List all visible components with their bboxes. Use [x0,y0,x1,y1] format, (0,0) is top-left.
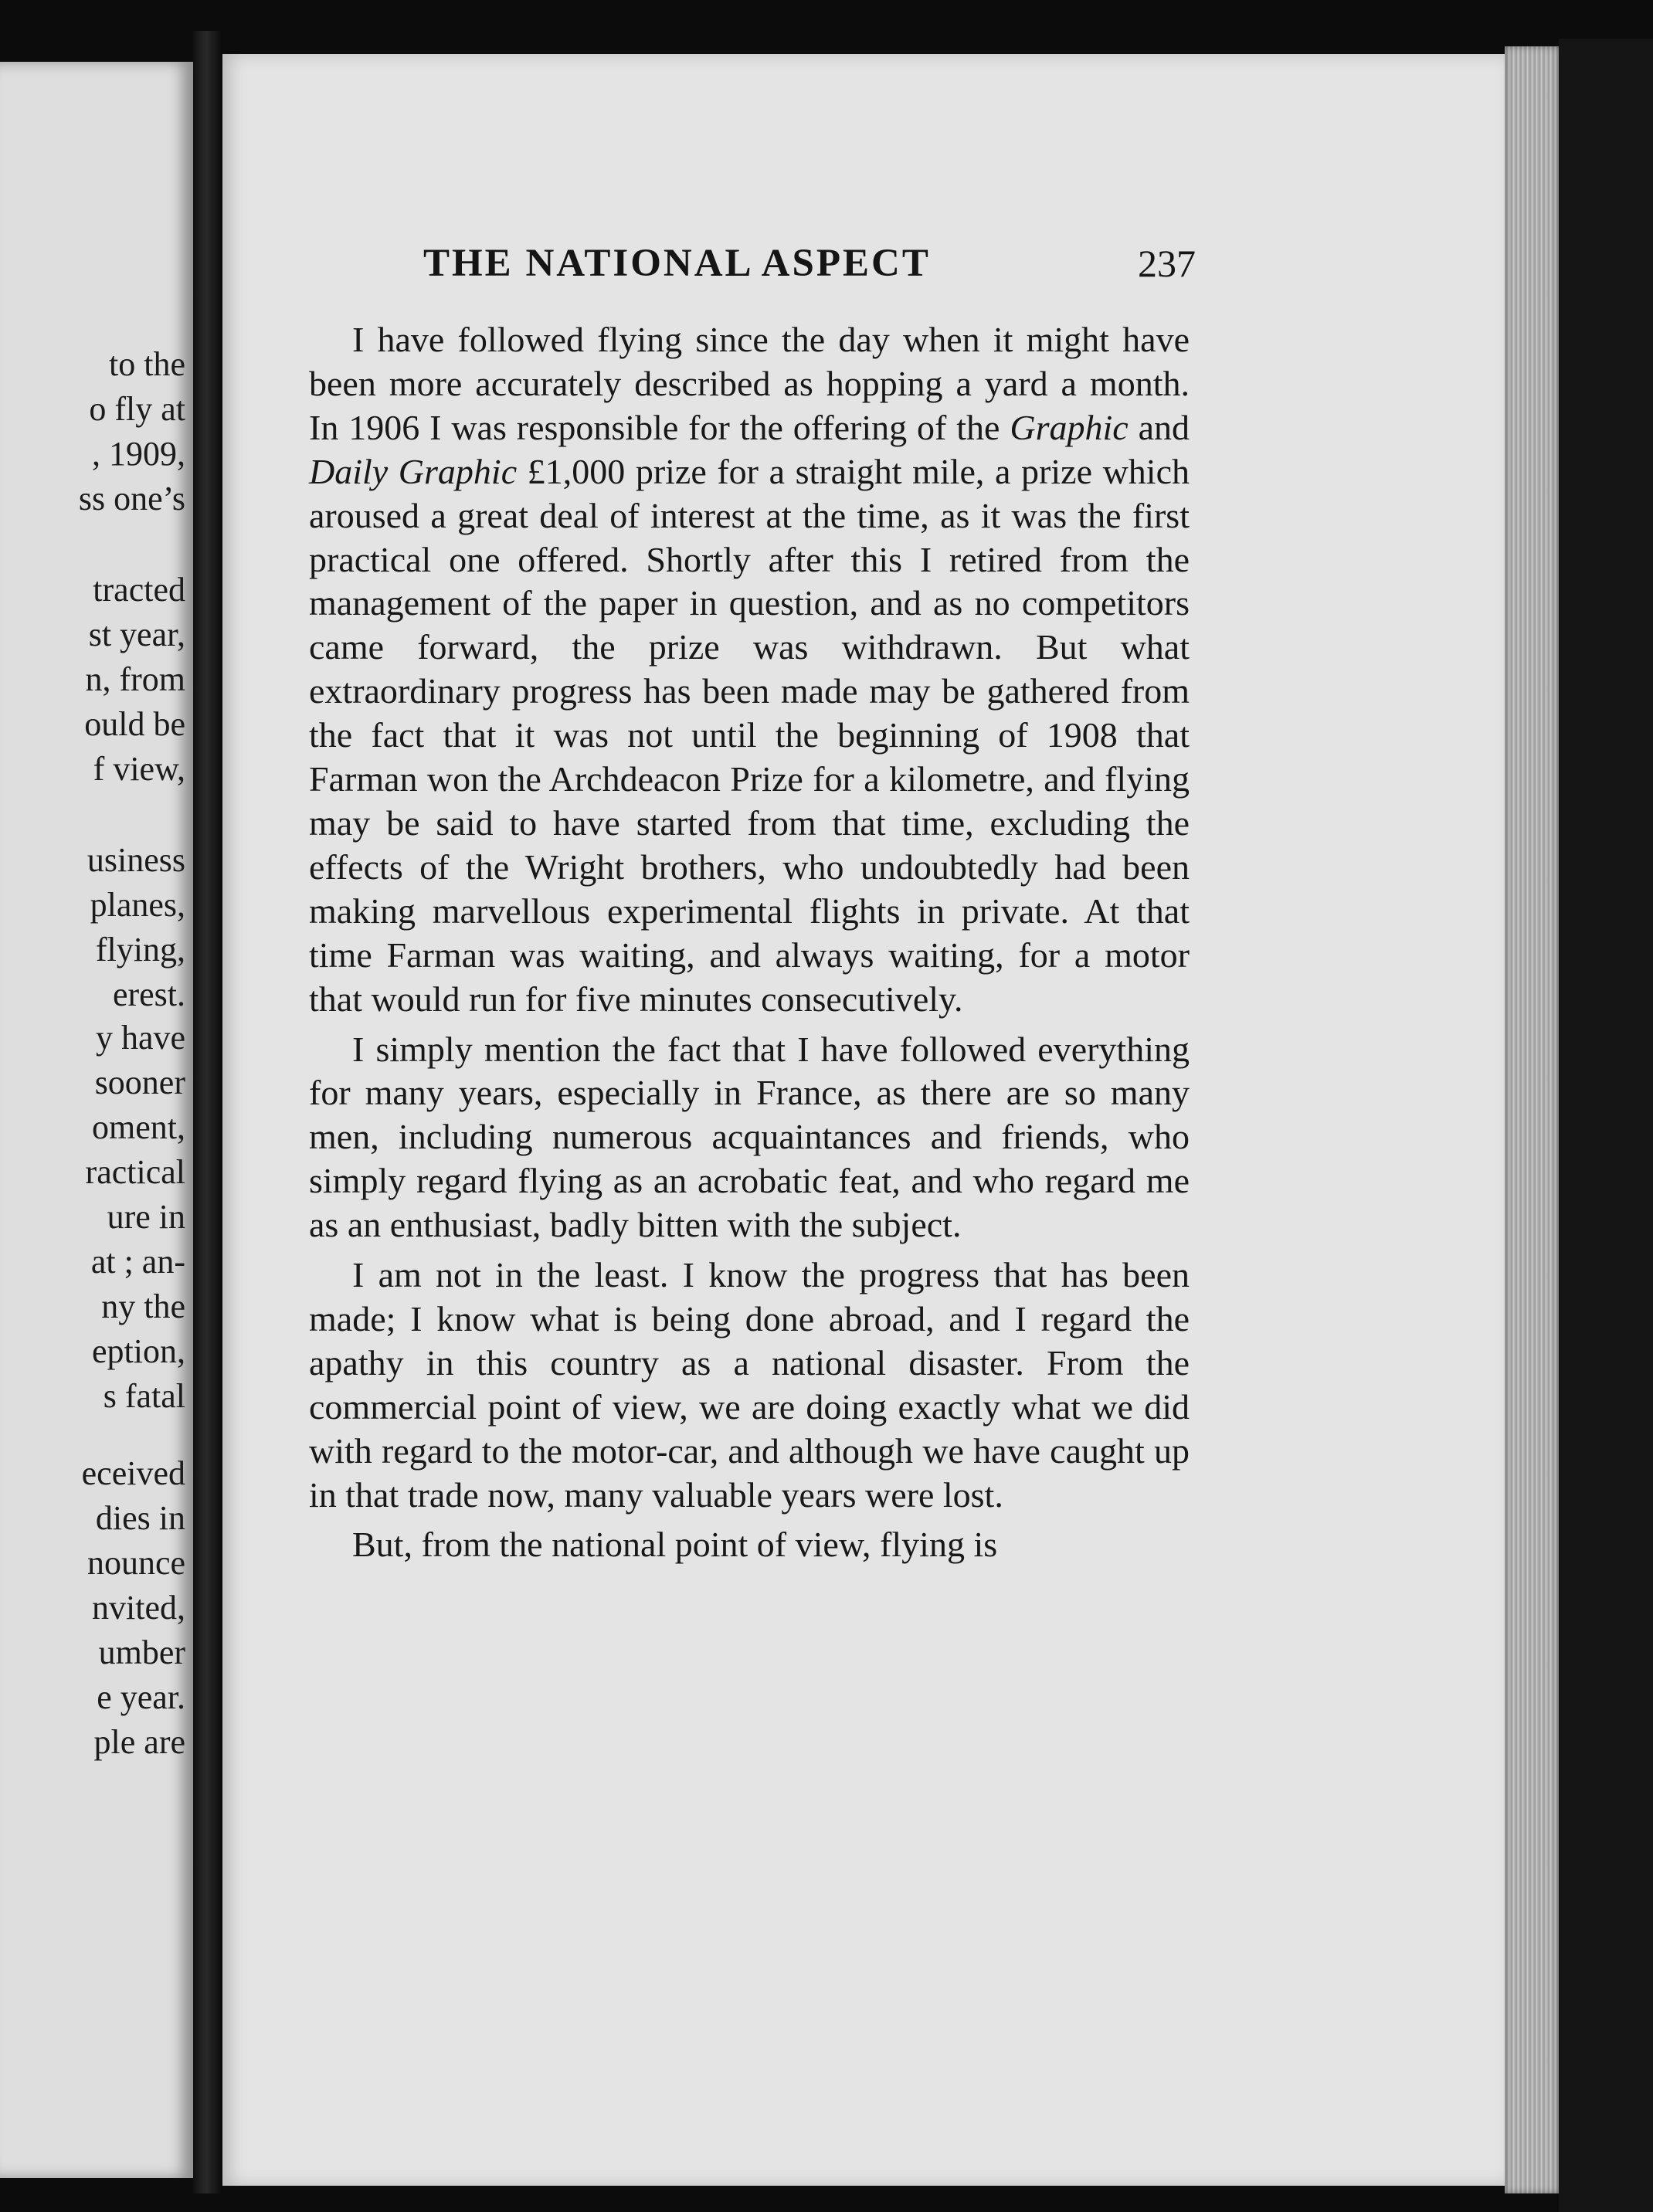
running-head: THE NATIONAL ASPECT [423,242,931,285]
left-page-line: o fly at [89,390,185,428]
paragraph-2: I simply mention the fact that I have followed everything for many years, especially in France, as there are so many men, including numerous acquaintances and friends, who simply regard flying as an acrobatic feat, and who regard me as an enthusiast, badly bitten with the subject. [309,1029,1190,1245]
left-page-line: eceived [81,1454,185,1492]
left-page-line: , 1909, [92,435,185,473]
left-page-line: oment, [92,1108,185,1146]
left-page-line: ractical [85,1153,185,1191]
left-page-line: umber [98,1634,185,1671]
left-page-line: flying, [95,931,185,969]
page-edges [1505,46,1559,2193]
italic-daily-graphic: Daily Graphic [309,451,518,491]
left-page-line: erest. [112,975,185,1013]
paragraph-1 [309,318,1190,1022]
left-page-line: ple are [93,1723,185,1761]
paragraph-4: But, from the national point of view, flying is [352,1525,998,1565]
left-page-line: eption, [92,1332,185,1370]
body-text [309,318,1190,1573]
left-page-line: e year. [97,1678,185,1716]
left-page-line: n, from [85,660,185,698]
left-page-line: sooner [94,1064,185,1101]
left-page-line: s fatal [103,1377,185,1415]
italic-graphic: Graphic [1010,407,1129,447]
background-edge [1559,39,1653,2212]
left-page-line: ould be [84,705,185,743]
left-page-line: usiness [87,841,185,879]
paragraph-3: I am not in the least. I know the progress that has been made; I know what is being done abroad, and I regard the apathy in this country as a national disaster. From the commercial point of view, we are doing exactly what we did with regard to the motor-car, and although we have caught up in that trade now, many valuable years were lost. [309,1255,1190,1515]
paragraph-1-part-2: and [1128,407,1190,447]
left-page-line: planes, [90,886,185,924]
left-page-line: nvited, [92,1589,185,1627]
left-page-line: ss one’s [78,480,185,517]
paragraph-1-part-1: I have followed flying since the day when it might have been more accurately described as hopping a yard a month. In 1906 I was responsible for the offering of the [309,320,1190,447]
left-page-line: dies in [95,1499,185,1537]
paragraph-1-part-3: £1,000 prize for a straight mile, a prize which aroused a great deal of interest at the time, as it was the first practical one offered. Shortly after this I retired from the management of the paper in question, and as no competitors came forward, the prize was withdrawn. But what extraordinary progress has been made may be gathered from the fact that it was not until the beginning of 1908 that Farman won the Archdeacon Prize for a kilometre, and flying may be said to have started from that time, excluding the effects of the Wright brothers, who undoubtedly had been making marvellous experimental flights in private. At that time Farman was waiting, and always waiting, for a motor that would run for five minutes consecutively. [309,451,1190,1019]
left-page [0,62,193,2178]
left-page-line: nounce [87,1544,185,1582]
left-page-line: f view, [93,750,185,788]
book-spine [193,31,222,2193]
left-page-line: y have [95,1019,185,1057]
page-number: 237 [1138,242,1196,285]
left-page-line: st year, [88,616,185,653]
left-page-line: ny the [101,1288,185,1325]
left-page-line: tracted [93,571,185,609]
left-page-line: ure in [107,1198,185,1236]
left-page-line: at ; an- [90,1243,185,1281]
left-page-line: to the [109,345,185,383]
page-header [423,241,1196,295]
